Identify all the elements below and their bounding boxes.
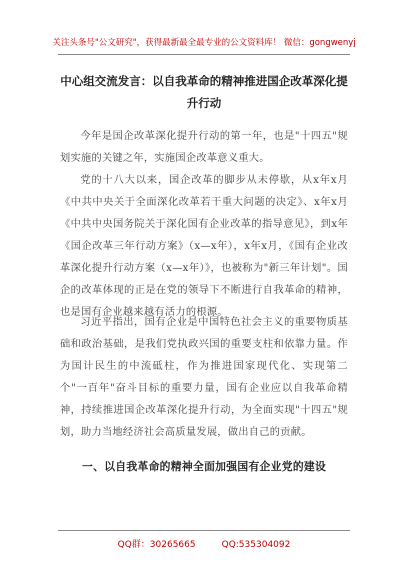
footer-contact [0, 537, 408, 550]
body-paragraph: 今年是国企改革深化提升行动的第一年，也是"十四五"规划实施的关键之年，实施国企改革意义重大。 [60, 131, 348, 165]
section-heading: 一、以自我革命的精神全面加强国有企业党的建设 [82, 460, 327, 473]
footer-qq-group: QQ群：30265665 [117, 540, 196, 550]
body-paragraph: 党的十八大以来，国企改革的脚步从未停歇，从x年x月《中共中央关于全面深化改革若干重大问题的决定》、x年x月《中共中央国务院关于深化国有企业改革的指导意见》，到x年《国企改革三年行动方案》（x—x年），x年x月，《国有企业改革深化提升行动方案（x—x年）》，也被称为"新三年计划"。国企的改革体现的正是在党的领导下不断进行自我革命的精神，也是国有企业越来越有活力的根源。 [60, 175, 348, 319]
header-divider [58, 54, 350, 55]
body-paragraph: 习近平指出，国有企业是中国特色社会主义的重要物质基础和政治基础，是我们党执政兴国的重要支柱和依靠力量。作为国计民生的中流砥柱，作为推进国家现代化、实现第二个"一百年"奋斗目标的重要力量，国有企业应以自我革命精神，持续推进国企改革深化提升行动，为全面实现"十四五"规划，助力当地经济社会高质量发展，做出自己的贡献。 [60, 317, 348, 439]
document-title: 中心组交流发言：以自我革命的精神推进国企改革深化提升行动 [60, 74, 348, 110]
header-banner: 关注头条号"公文研究"，获得最新最全最专业的公文资料库！ 微信：gongwenyj [52, 38, 356, 48]
footer-divider [58, 530, 350, 531]
footer-qq: QQ:535304092 [221, 540, 291, 550]
